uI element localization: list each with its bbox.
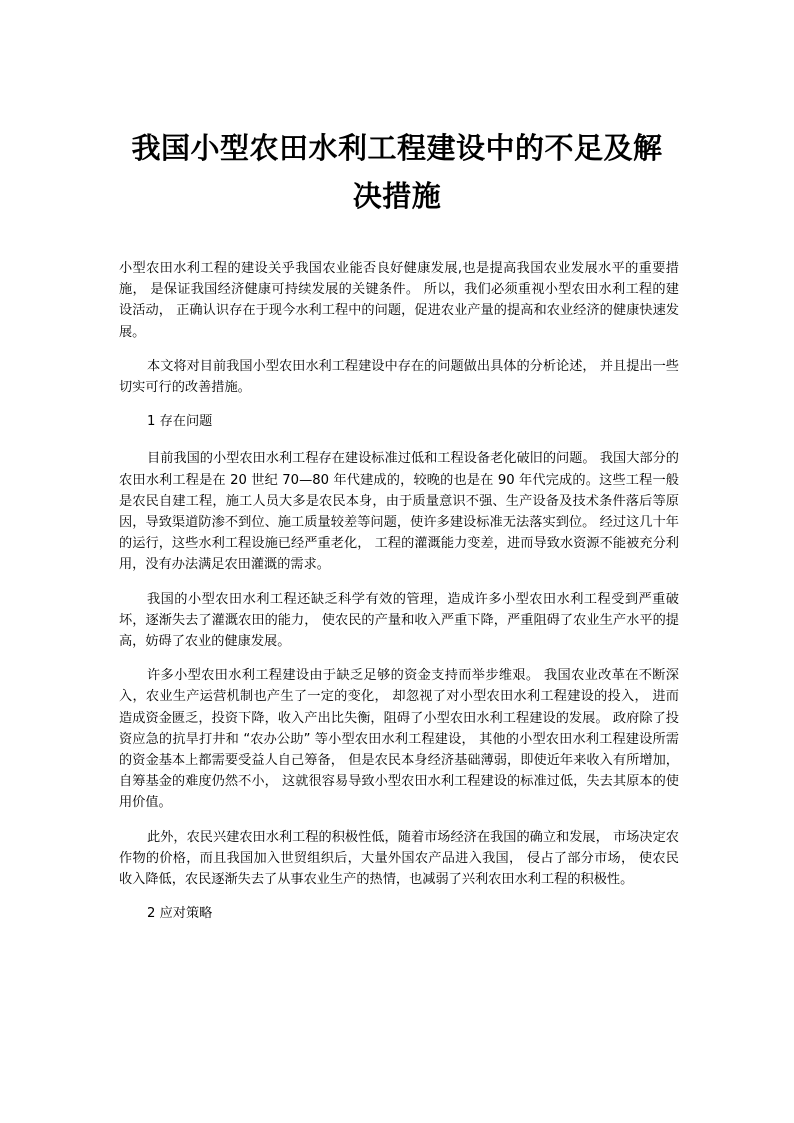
section-heading-problems: 1 存在问题 [147,414,213,430]
document-title-line-1: 我国小型农田水利工程建设中的不足及解 [131,131,663,165]
document-body [119,258,679,940]
paragraph-problem-management: 我国的小型农田水利工程还缺乏科学有效的管理，造成许多小型农田水利工程受到严重破坏，逐渐失去了灌溉农田的能力， 使农民的产量和收入严重下降，严重阻碍了农业生产水平的提高，妨碍了农业的健康发展。 [119,591,679,650]
section-heading-strategies: 2 应对策略 [147,906,213,922]
paragraph-scope: 本文将对目前我国小型农田水利工程建设中存在的问题做出具体的分析论述， 并且提出一些切实可行的改善措施。 [119,358,679,396]
paragraph-intro: 小型农田水利工程的建设关乎我国农业能否良好健康发展,也是提高我国农业发展水平的重要措施， 是保证我国经济健康可持续发展的关键条件。 所以，我们必须重视小型农田水利工程的建设活动， 正确认识存在于现今水利工程中的问题，促进农业产量的提高和农业经济的健康快速发展。 [119,261,679,340]
document-title-line-2: 决措施 [352,179,442,213]
paragraph-problem-aging: 目前我国的小型农田水利工程存在建设标准过低和工程设备老化破旧的问题。 我国大部分的农田水利工程是在 20 世纪 70—80 年代建成的，较晚的也是在 90 年代完成的。这些工程一般是农民自建工程，施工人员大多是农民本身，由于质量意识不强、生产设备及技术条件落后等原因，导致渠道防渗不到位、施工质量较差等问题，使许多建设标准无法落实到位。 经过这几十年的运行，这些水利工程设施已经严重老化， 工程的灌溉能力变差，进而导致水资源不能被充分利用，没有办法满足农田灌溉的需求。 [119,451,679,573]
paragraph-problem-funding: 许多小型农田水利工程建设由于缺乏足够的资金支持而举步维艰。 我国农业改革在不断深入，农业生产运营机制也产生了一定的变化， 却忽视了对小型农田水利工程建设的投入， 进而造成资金匮乏，投资下降，收入产出比失衡，阻碍了小型农田水利工程建设的发展。 政府除了投资应急的抗旱打井和 “农办公助” 等小型农田水利工程建设， 其他的小型农田水利工程建设所需的资金基本上都需要受益人自己筹备， 但是农民本身经济基础薄弱，即使近年来收入有所增加，自筹基金的难度仍然不小， 这就很容易导致小型农田水利工程建设的标准过低，失去其原本的使用价值。 [119,668,679,811]
paragraph-problem-motivation: 此外，农民兴建农田水利工程的积极性低，随着市场经济在我国的确立和发展， 市场决定农作物的价格，而且我国加入世贸组织后，大量外国农产品进入我国， 侵占了部分市场， 使农民收入降低，农民逐渐失去了从事农业生产的热情，也减弱了兴利农田水利工程的积极性。 [119,829,679,888]
